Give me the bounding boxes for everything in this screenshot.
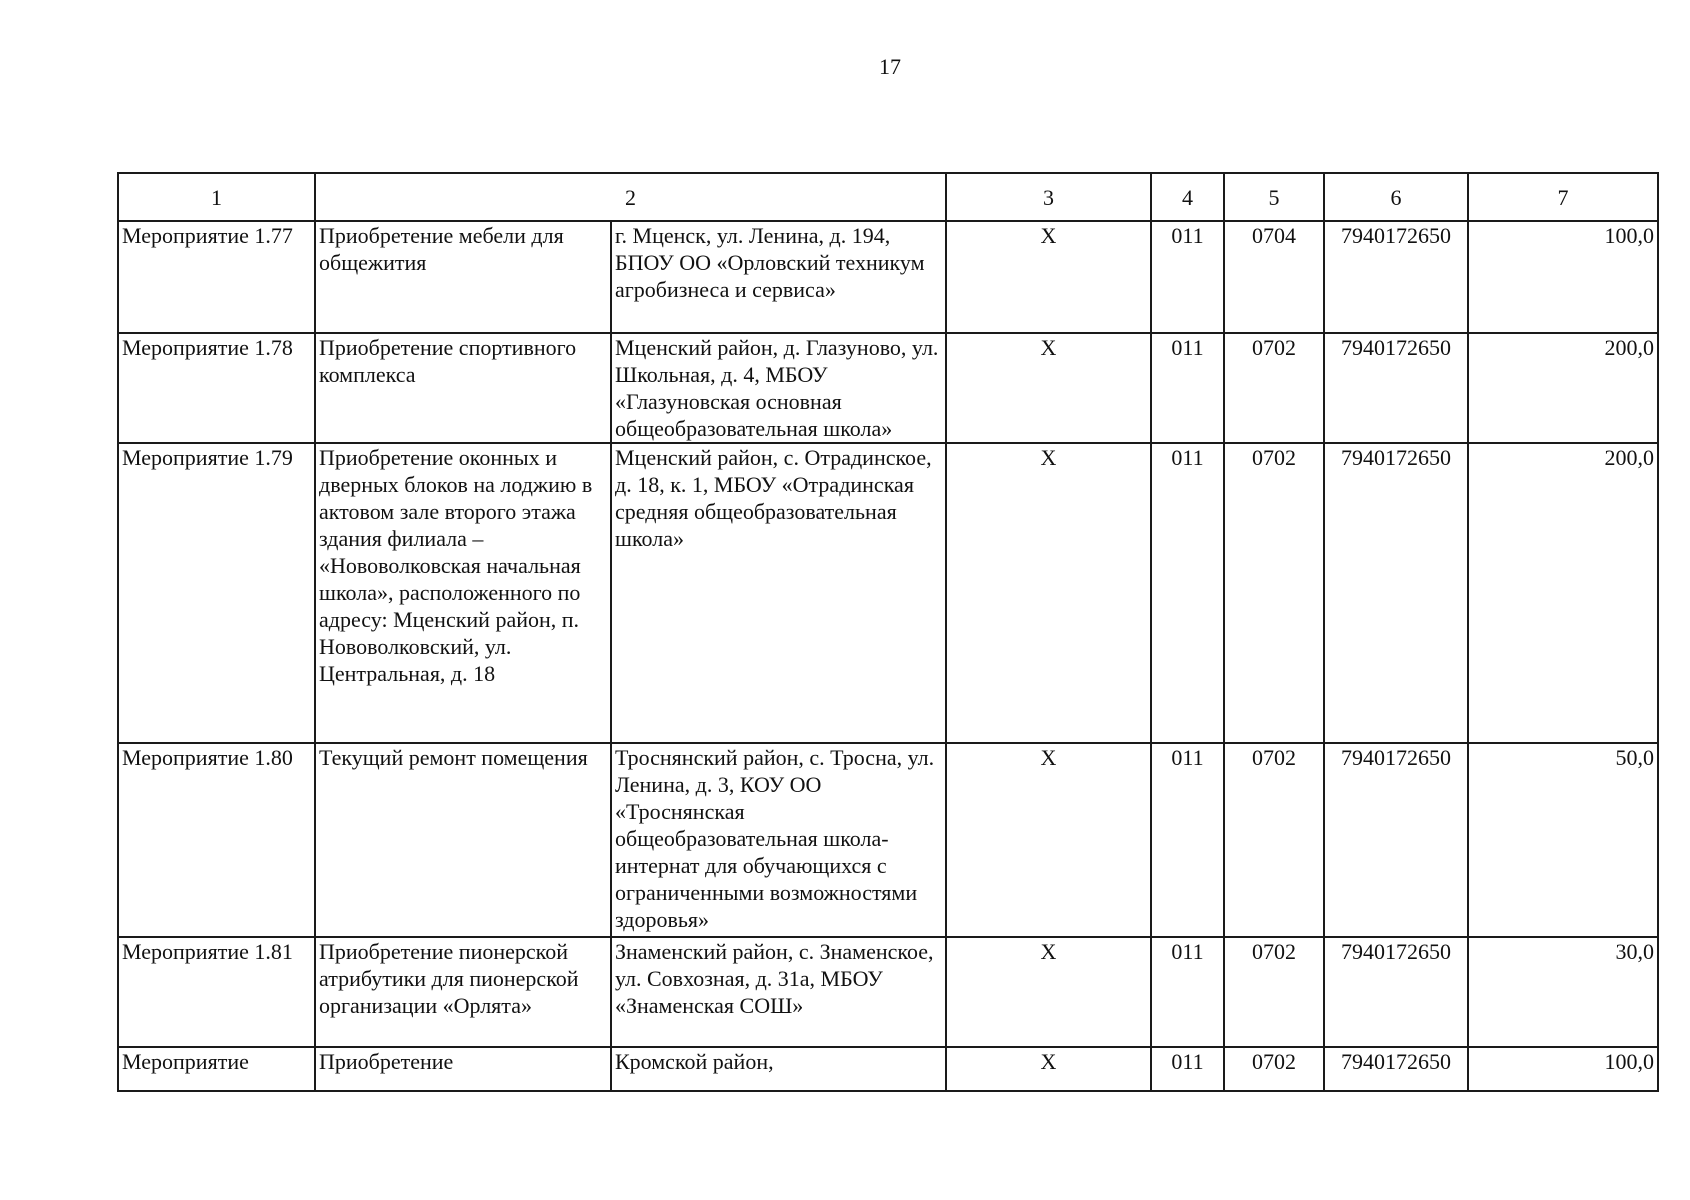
col5-cell: 0702 (1224, 937, 1324, 1047)
table-row (118, 333, 1658, 443)
col4-cell: 011 (1151, 937, 1224, 1047)
header-row (118, 173, 1658, 221)
table-row (118, 443, 1658, 743)
col6-cell: 7940172650 (1324, 937, 1468, 1047)
col3-cell: X (946, 333, 1151, 443)
description-cell: Приобретение спортивного комплекса (315, 333, 611, 443)
table-row (118, 221, 1658, 333)
header-col-4: 4 (1151, 173, 1224, 221)
event-cell: Мероприятие (118, 1047, 315, 1091)
header-col-1: 1 (118, 173, 315, 221)
page-number: 17 (879, 54, 901, 79)
events-table (117, 172, 1659, 1092)
table-row (118, 743, 1658, 937)
address-cell: Мценский район, д. Глазуново, ул. Школьная, д. 4, МБОУ «Глазуновская основная общеобразовательная школа» (611, 333, 946, 443)
amount-cell: 100,0 (1468, 1047, 1658, 1091)
col6-cell: 7940172650 (1324, 333, 1468, 443)
amount-cell: 200,0 (1468, 443, 1658, 743)
header-col-6: 6 (1324, 173, 1468, 221)
col3-cell: X (946, 221, 1151, 333)
col3-cell: X (946, 1047, 1151, 1091)
col5-cell: 0702 (1224, 333, 1324, 443)
address-cell: Троснянский район, с. Тросна, ул. Ленина, д. 3, КОУ ОО «Троснянская общеобразовательная школа-интернат для обучающихся с ограниченными возможностями здоровья» (611, 743, 946, 937)
col3-cell: X (946, 743, 1151, 937)
description-cell: Приобретение (315, 1047, 611, 1091)
event-cell: Мероприятие 1.79 (118, 443, 315, 743)
event-cell: Мероприятие 1.81 (118, 937, 315, 1047)
col6-cell: 7940172650 (1324, 443, 1468, 743)
col4-cell: 011 (1151, 221, 1224, 333)
header-col-2: 2 (315, 173, 946, 221)
header-col-5: 5 (1224, 173, 1324, 221)
table-row (118, 1047, 1658, 1091)
description-cell: Приобретение мебели для общежития (315, 221, 611, 333)
address-cell: Кромской район, (611, 1047, 946, 1091)
event-cell: Мероприятие 1.78 (118, 333, 315, 443)
col6-cell: 7940172650 (1324, 743, 1468, 937)
col5-cell: 0704 (1224, 221, 1324, 333)
col6-cell: 7940172650 (1324, 1047, 1468, 1091)
amount-cell: 50,0 (1468, 743, 1658, 937)
col6-cell: 7940172650 (1324, 221, 1468, 333)
col5-cell: 0702 (1224, 743, 1324, 937)
col5-cell: 0702 (1224, 443, 1324, 743)
address-cell: Мценский район, с. Отрадинское, д. 18, к. 1, МБОУ «Отрадинская средняя общеобразовательная школа» (611, 443, 946, 743)
address-cell: Знаменский район, с. Знаменское, ул. Совхозная, д. 31а, МБОУ «Знаменская СОШ» (611, 937, 946, 1047)
description-cell: Приобретение пионерской атрибутики для пионерской организации «Орлята» (315, 937, 611, 1047)
address-cell: г. Мценск, ул. Ленина, д. 194, БПОУ ОО «Орловский техникум агробизнеса и сервиса» (611, 221, 946, 333)
col3-cell: X (946, 443, 1151, 743)
col4-cell: 011 (1151, 1047, 1224, 1091)
event-cell: Мероприятие 1.80 (118, 743, 315, 937)
header-col-7: 7 (1468, 173, 1658, 221)
description-cell: Приобретение оконных и дверных блоков на лоджию в актовом зале второго этажа здания филиала – «Нововолковская начальная школа», расположенного по адресу: Мценский район, п. Нововолковский, ул. Центральная, д. 18 (315, 443, 611, 743)
event-cell: Мероприятие 1.77 (118, 221, 315, 333)
description-cell: Текущий ремонт помещения (315, 743, 611, 937)
table-row (118, 937, 1658, 1047)
header-col-3: 3 (946, 173, 1151, 221)
amount-cell: 100,0 (1468, 221, 1658, 333)
amount-cell: 30,0 (1468, 937, 1658, 1047)
amount-cell: 200,0 (1468, 333, 1658, 443)
col4-cell: 011 (1151, 333, 1224, 443)
col4-cell: 011 (1151, 443, 1224, 743)
col5-cell: 0702 (1224, 1047, 1324, 1091)
col4-cell: 011 (1151, 743, 1224, 937)
col3-cell: X (946, 937, 1151, 1047)
